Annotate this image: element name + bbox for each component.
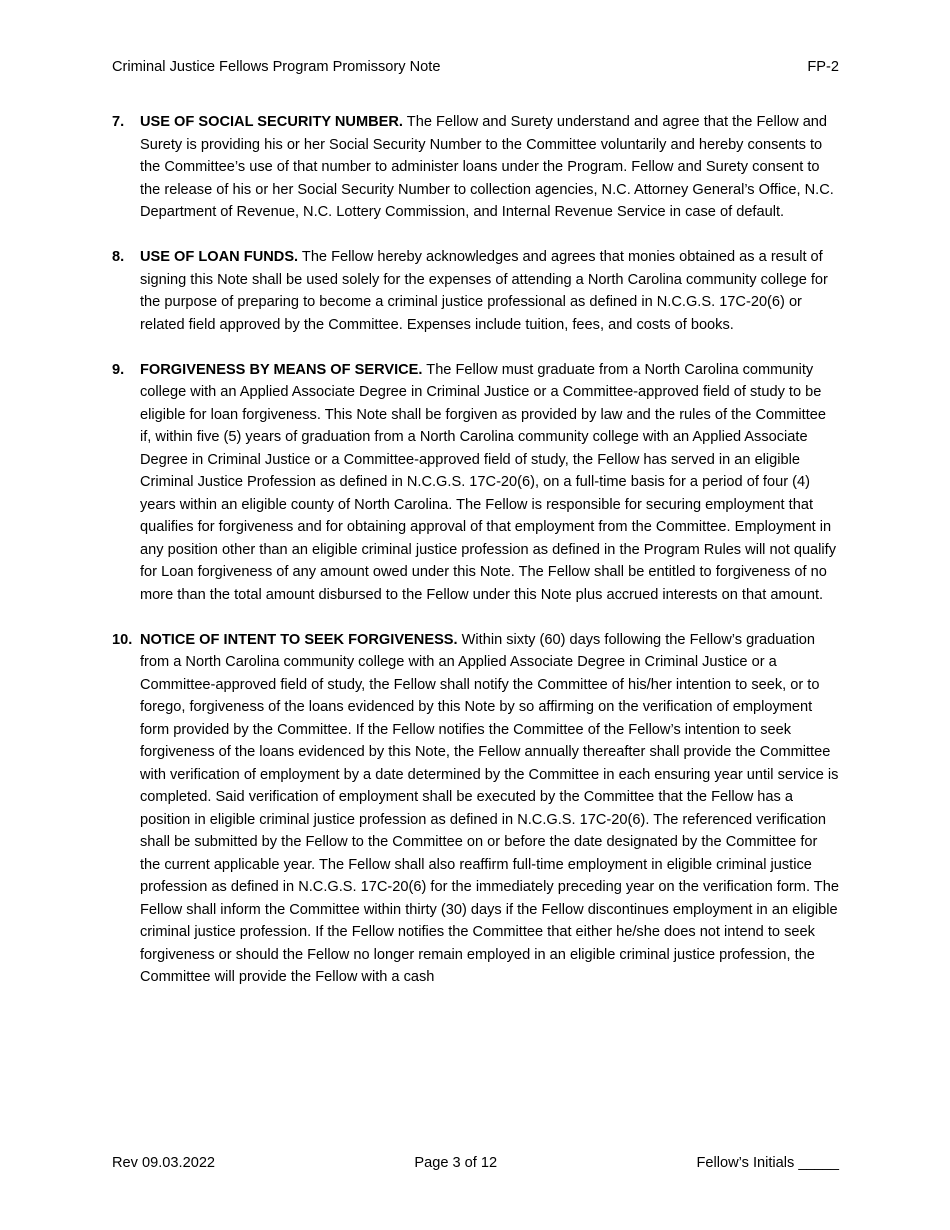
form-code: FP-2 xyxy=(807,59,839,75)
revision-label: Rev 09.03.2022 xyxy=(112,1155,216,1171)
section-body xyxy=(140,629,839,989)
section-text: The Fellow hereby acknowledges and agrees that monies obtained as a result of signing this Note shall be used solely for the expenses of attending a North Carolina community college for the purpose of preparing to become a criminal justice professional as defined in N.C.G.S. 17C-20(6) or related field approved by the Committee. Expenses include tuition, fees, and costs of books. xyxy=(140,249,828,333)
document-title: Criminal Justice Fellows Program Promissory Note xyxy=(112,59,441,75)
section-8 xyxy=(112,246,839,336)
sections-list xyxy=(112,111,839,1011)
section-text: The Fellow and Surety understand and agree that the Fellow and Surety is providing his or her Social Security Number to the Committee voluntarily and hereby consents to the Committee’s use of that number to administer loans under the Program. Fellow and Surety consent to the release of his or her Social Security Number to collection agencies, N.C. Attorney General’s Office, N.C. Department of Revenue, N.C. Lottery Commission, and Internal Revenue Service in case of default. xyxy=(140,114,834,220)
section-number: 7. xyxy=(112,114,125,130)
section-10 xyxy=(112,629,839,989)
section-number: 9. xyxy=(112,361,125,378)
page-number: Page 3 of 12 xyxy=(414,1155,498,1171)
section-number: 8. xyxy=(112,249,125,265)
section-body xyxy=(140,359,839,607)
section-7 xyxy=(112,111,839,224)
section-body xyxy=(140,111,839,224)
section-heading: USE OF LOAN FUNDS. xyxy=(140,249,299,265)
section-text: The Fellow must graduate from a North Carolina community college with an Applied Associate Degree in Criminal Justice or a Committee-approved field of study to be eligible for loan forgiveness. This Note shall be forgiven as provided by law and the rules of the Committee if, within five (5) years of graduation from a North Carolina community college with an Applied Associate Degree in Criminal Justice or a Committee-approved field of study, the Fellow has served in an eligible Criminal Justice Profession as defined in N.C.G.S. 17C-20(6), on a full-time basis for a period of four (4) years within an eligible county of North Carolina. The Fellow is responsible for securing employment that qualifies for forgiveness and for obtaining approval of that employment from the Committee. Employment in any position other than an eligible criminal justice profession as defined in the Program Rules will not qualify for Loan forgiveness of any amount owed under this Note. The Fellow shall be entitled to forgiveness of no more than the total amount disbursed to the Fellow under this Note plus accrued interests on that amount. xyxy=(140,361,837,603)
section-text: Within sixty (60) days following the Fellow’s graduation from a North Carolina community college with an Applied Associate Degree in Criminal Justice or a Committee-approved field of study, the Fellow shall notify the Committee of his/her intention to seek, or to forego, forgiveness of the loans evidenced by this Note by so affirming on the verification of employment form provided by the Committee. If the Fellow notifies the Committee of the Fellow’s intention to seek forgiveness of the loans evidenced by this Note, the Fellow annually thereafter shall provide the Committee with verification of employment by a date determined by the Committee in each ensuring year until service is completed. Said verification of employment shall be executed by the Committee that the Fellow has a position in eligible criminal justice profession as defined in N.C.G.S. 17C-20(6). The referenced verification shall be submitted by the Fellow to the Committee on or before the date designated by the Committee for the current applicable year. The Fellow shall also reaffirm full-time employment in eligible criminal justice profession as defined in N.C.G.S. 17C-20(6) for the immediately preceding year on the verification form. The Fellow shall inform the Committee within thirty (30) days if the Fellow discontinues employment in an eligible criminal justice profession. If the Fellow notifies the Committee that either he/she does not intend to seek forgiveness or should the Fellow no longer remain employed in an eligible criminal justice profession, the Committee will provide the Fellow with a cash xyxy=(140,631,839,985)
initials-field: Fellow’s Initials _____ xyxy=(696,1155,839,1171)
section-number: 10. xyxy=(112,631,133,648)
section-9 xyxy=(112,359,839,607)
section-heading: NOTICE OF INTENT TO SEEK FORGIVENESS. xyxy=(140,631,458,648)
section-body xyxy=(140,246,839,336)
page-header xyxy=(112,56,839,79)
section-heading: USE OF SOCIAL SECURITY NUMBER. xyxy=(140,114,403,130)
page-footer xyxy=(112,1152,839,1175)
section-heading: FORGIVENESS BY MEANS OF SERVICE. xyxy=(140,361,423,378)
